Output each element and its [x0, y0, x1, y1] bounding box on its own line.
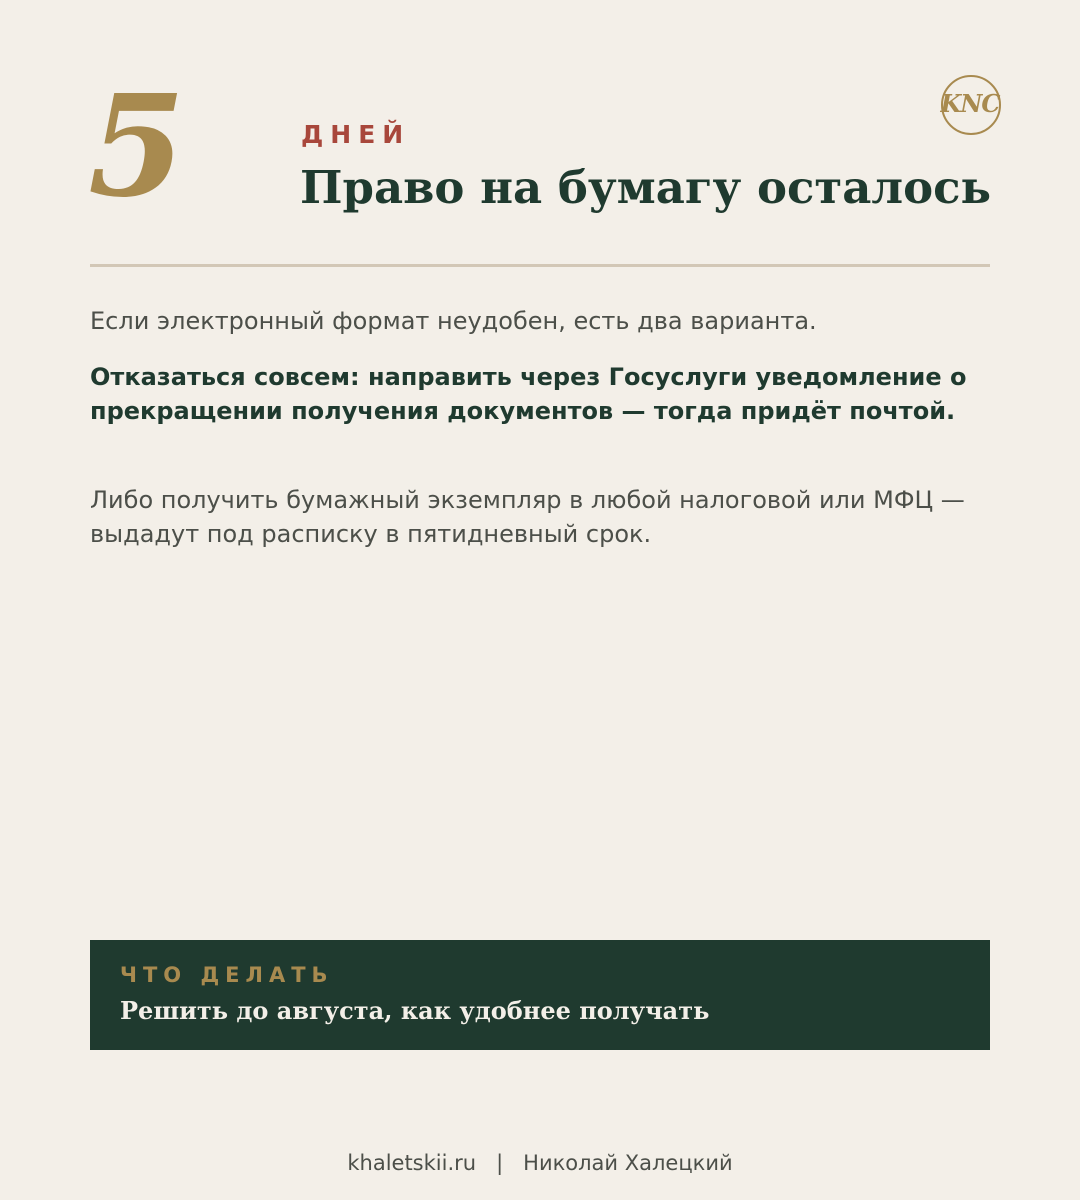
days-label: ДНЕЙ	[301, 120, 411, 149]
action-box	[90, 940, 990, 1050]
big-number: 5	[88, 65, 186, 229]
page-title: Право на бумагу осталось	[300, 161, 992, 214]
footer-separator: |	[496, 1151, 504, 1175]
footer-author: Николай Халецкий	[523, 1151, 733, 1175]
action-text: Решить до августа, как удобнее получать	[120, 996, 710, 1025]
logo-monogram: KNC	[940, 89, 1000, 118]
action-label: ЧТО ДЕЛАТЬ	[120, 963, 334, 987]
option-paper-paragraph: Либо получить бумажный экземпляр в любой налоговой или МФЦ — выдадут под расписку в пятидневный срок.	[90, 486, 965, 548]
footer-site-link[interactable]: khaletskii.ru	[347, 1151, 477, 1175]
divider	[90, 264, 990, 267]
intro-paragraph: Если электронный формат неудобен, есть два варианта.	[90, 307, 817, 335]
option-refuse-paragraph: Отказаться совсем: направить через Госуслуги уведомление о прекращении получения документов — тогда придёт почтой.	[90, 363, 967, 425]
footer	[0, 1148, 1080, 1178]
